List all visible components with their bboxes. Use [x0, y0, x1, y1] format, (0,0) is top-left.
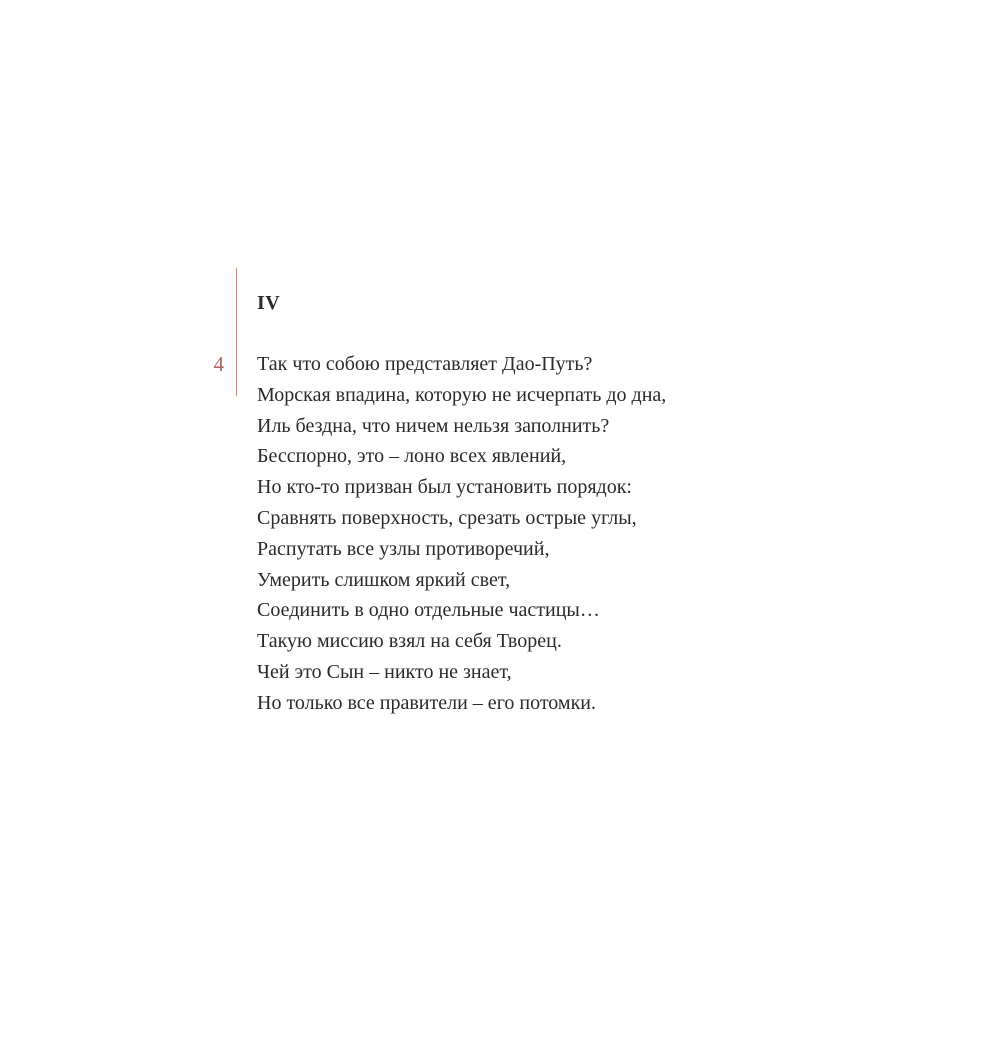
poem-line: Сравнять поверхность, срезать острые углы, [257, 506, 637, 529]
poem-line: Иль бездна, что ничем нельзя заполнить? [257, 414, 610, 437]
poem-line: Так что собою представляет Дао-Путь? [257, 353, 593, 375]
poem-text [257, 349, 957, 719]
poem-line: Морская впадина, которую не исчерпать до дна, [257, 383, 667, 406]
poem-line: Распутать все узлы противоречий, [257, 537, 550, 560]
chapter-heading: IV [257, 292, 281, 314]
poem-line: Чей это Сын – никто не знает, [257, 660, 512, 683]
poem-line: Но кто-то призван был установить порядок: [257, 476, 632, 499]
margin-rule [236, 268, 237, 396]
poem-line: Такую миссию взял на себя Творец. [257, 630, 562, 653]
poem-line: Бесспорно, это – лоно всех явлений, [257, 445, 567, 468]
page-number: 4 [213, 352, 224, 376]
poem-line: Но только все правители – его потомки. [257, 691, 597, 714]
poem-line: Умерить слишком яркий свет, [257, 568, 511, 591]
poem-line: Соединить в одно отдельные частицы… [257, 599, 600, 622]
